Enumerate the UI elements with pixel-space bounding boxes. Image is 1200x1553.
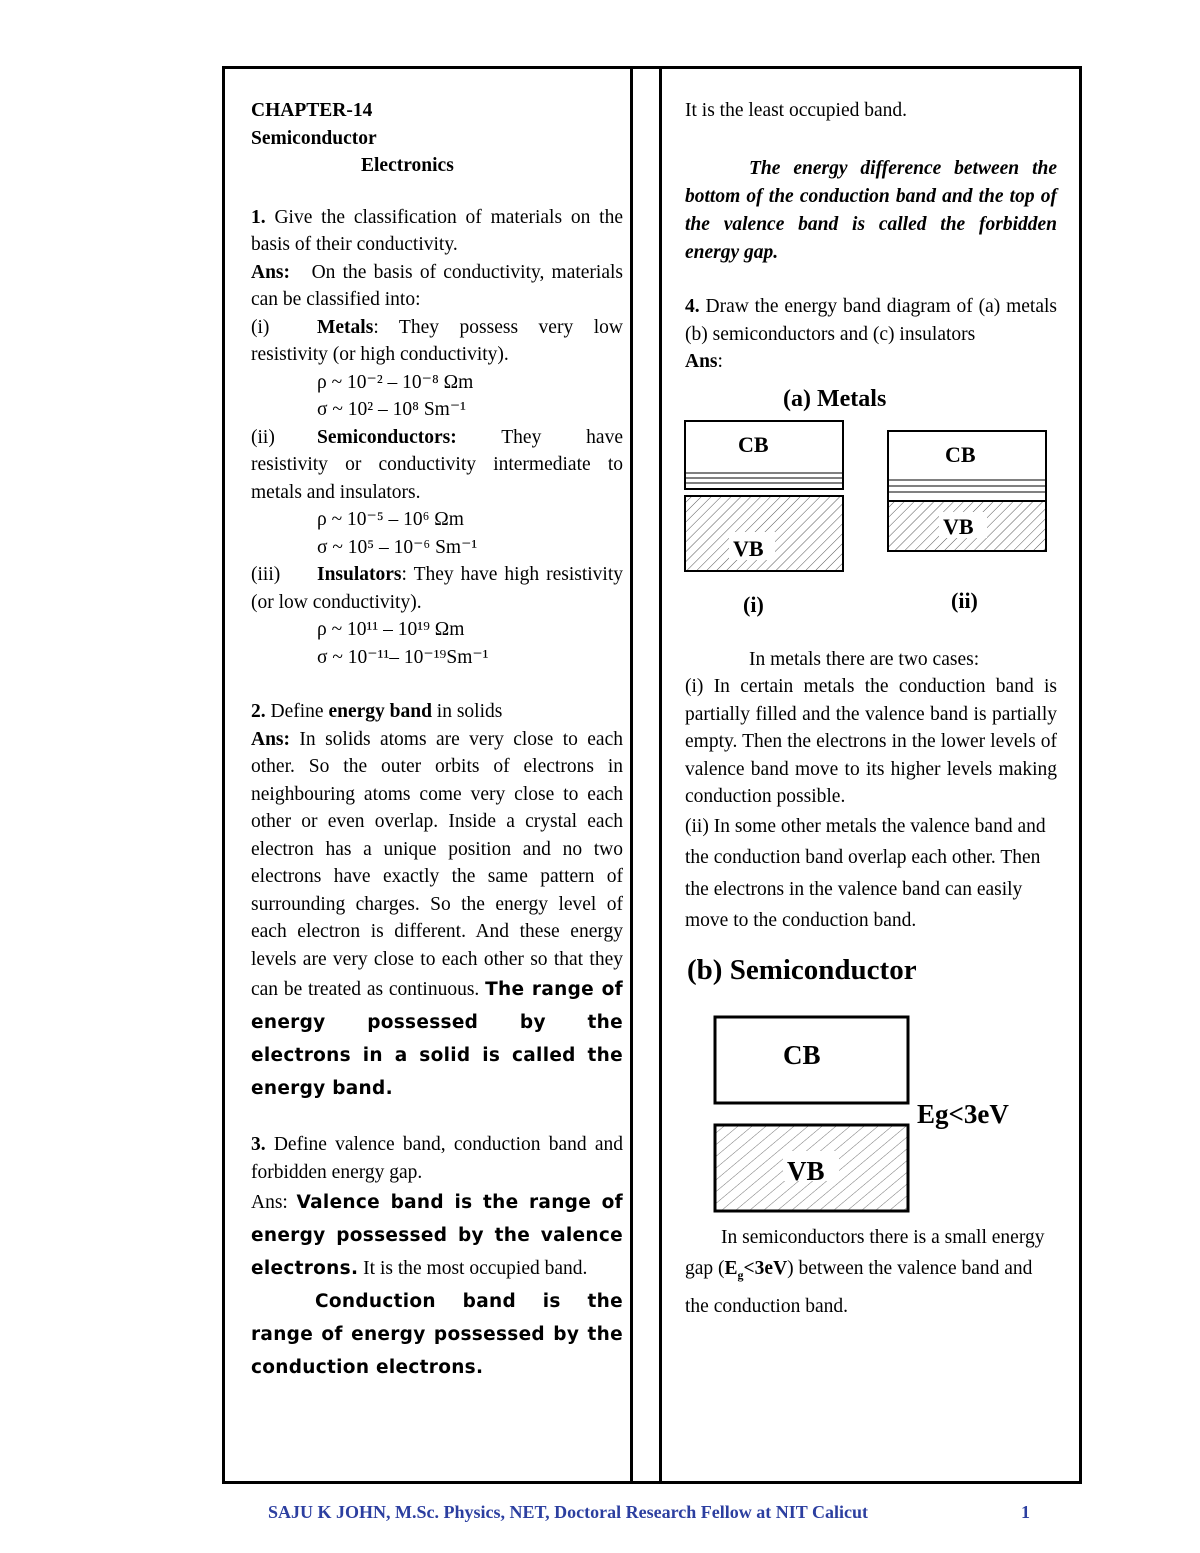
item-description: They possess very low resistivity (or high conductivity).	[251, 316, 623, 365]
item-number: (ii)	[251, 426, 275, 448]
page-footer	[268, 1502, 1038, 1523]
answer-2-text: In solids atoms are very close to each other. So the outer orbits of electrons in neighbouring atoms come very close to each other or even overlap. Inside a crystal each electron has a unique position and no two electrons have exactly the same pattern of surrounding charges. So the energy level of each electron is different. And these energy levels are very close to each other so that they can be treated as continuous.	[251, 728, 623, 1000]
metals-i-cb-label: CB	[738, 431, 769, 457]
chapter-subtitle: Electronics	[361, 155, 454, 176]
semi-text-end: ) between the valence band and the conduction band.	[685, 1258, 1033, 1318]
column-divider-left	[630, 69, 633, 1481]
left-column	[251, 97, 623, 1384]
question-3-text: Define valence band, conduction band and forbidden energy gap.	[251, 1134, 624, 1183]
item-separator: :	[373, 316, 379, 338]
answer-label: Ans	[685, 351, 718, 372]
question-1-number: 1.	[251, 206, 266, 228]
semiconductor-band-diagram	[683, 937, 1055, 1222]
item-number: (iii)	[251, 564, 281, 585]
classification-metals	[251, 314, 623, 369]
valence-band-definition: Valence band is the range of energy possessed by the valence electrons.	[251, 1192, 623, 1279]
metals-label-ii: (ii)	[951, 587, 978, 613]
column-divider-right	[659, 69, 662, 1481]
metals-label-i: (i)	[743, 591, 764, 617]
question-4-text: Draw the energy band diagram of (a) metals (b) semiconductors and (c) insulators	[685, 296, 1058, 345]
conduction-band-note: It is the least occupied band.	[685, 100, 908, 121]
question-4-number: 4.	[685, 296, 700, 317]
question-1-text: Give the classification of materials on the basis of their conductivity.	[251, 206, 623, 255]
item-name: Metals	[317, 316, 374, 338]
gap-value: <3eV	[743, 1258, 788, 1279]
metals-band-diagram	[683, 376, 1055, 646]
chapter-number: CHAPTER-14	[251, 100, 373, 121]
energy-band-definition: The range of energy possessed by the electrons in a solid is called the energy band.	[251, 979, 623, 1099]
classification-insulators	[251, 561, 623, 616]
valence-band-note: It is the most occupied band.	[363, 1258, 588, 1279]
metals-ii-vb-label: VB	[943, 513, 974, 539]
formula-sigma: σ ~ 10⁵ – 10⁻⁶ Sm⁻¹	[317, 536, 478, 558]
conduction-band-definition: Conduction band is the range of energy possessed by the conduction electrons.	[251, 1291, 623, 1378]
item-number: (i)	[251, 316, 270, 338]
semiconductor-title: (b) Semiconductor	[687, 953, 917, 986]
semi-vb-label: VB	[787, 1155, 825, 1186]
metals-ii-cb-label: CB	[945, 441, 976, 467]
chapter-title: Semiconductor	[251, 127, 377, 149]
answer-1	[251, 259, 623, 314]
item-description: They have resistivity or conductivity intermediate to metals and insulators.	[251, 426, 623, 503]
semi-text-start: In semiconductors there is a small energy gap (	[685, 1226, 1045, 1279]
question-3	[251, 1131, 623, 1186]
conduction-band-paragraph	[251, 1285, 623, 1384]
formula-rho: ρ ~ 10⁻² – 10⁻⁸ Ωm	[317, 371, 474, 393]
page-frame	[222, 66, 1082, 1484]
right-column	[685, 97, 1057, 1323]
formula-rho: ρ ~ 10⁻⁵ – 10⁶ Ωm	[317, 509, 464, 530]
item-name: Insulators	[317, 564, 402, 585]
answer-2	[251, 726, 623, 1106]
metals-intro: In metals there are two cases:	[749, 648, 980, 670]
conduction-band-note-para	[685, 97, 1057, 155]
page-number: 1	[1021, 1502, 1030, 1522]
metals-case-2: (ii) In some other metals the valence band and the conduction band overlap each other. Then the electrons in the valence band can easily move to the conduction band.	[685, 815, 1046, 931]
answer-colon: :	[717, 351, 723, 372]
metals-title: (a) Metals	[783, 385, 887, 412]
question-2	[251, 698, 623, 726]
question-2-number: 2.	[251, 701, 266, 722]
item-separator: :	[401, 564, 407, 585]
item-description: They have high resistivity (or low conductivity).	[251, 564, 623, 613]
question-4	[685, 293, 1057, 348]
formula-sigma: σ ~ 10² – 10⁸ Sm⁻¹	[317, 399, 466, 420]
semiconductor-text	[685, 1222, 1057, 1323]
semi-gap-label: Eg<3eV	[917, 1098, 1009, 1129]
semi-cb-label: CB	[783, 1039, 821, 1070]
forbidden-gap-text: The energy difference between the bottom of the conduction band and the top of the valence band is called the forbidden energy gap.	[685, 158, 1057, 263]
answer-label: Ans:	[251, 728, 291, 750]
question-3-number: 3.	[251, 1134, 266, 1155]
answer-label: Ans:	[251, 1192, 288, 1213]
question-2-text-end: in solids	[436, 701, 503, 722]
answer-1-text: On the basis of conductivity, materials can be classified into:	[251, 261, 623, 310]
question-1	[251, 204, 623, 259]
answer-label: Ans:	[251, 261, 291, 283]
formula-rho: ρ ~ 10¹¹ – 10¹⁹ Ωm	[317, 619, 465, 640]
answer-3	[251, 1186, 623, 1285]
footer-author: SAJU K JOHN, M.Sc. Physics, NET, Doctoral Research Fellow at NIT Calicut	[268, 1502, 868, 1522]
forbidden-gap-definition	[685, 155, 1057, 267]
question-2-keyword: energy band	[328, 701, 432, 722]
question-2-text: Define	[270, 701, 324, 722]
metals-i-vb-label: VB	[733, 535, 764, 561]
classification-semiconductors	[251, 424, 623, 507]
answer-4-label	[685, 348, 1057, 376]
gap-symbol: E	[724, 1258, 738, 1279]
item-name: Semiconductors:	[317, 426, 457, 448]
metals-case-1: (i) In certain metals the conduction band is partially filled and the valence band is partially empty. Then the electrons in the lower levels of valence band move to its higher levels making conduction possible.	[685, 676, 1057, 807]
formula-sigma: σ ~ 10⁻¹¹– 10⁻¹⁹Sm⁻¹	[317, 646, 489, 668]
gap-subscript: g	[737, 1267, 744, 1282]
